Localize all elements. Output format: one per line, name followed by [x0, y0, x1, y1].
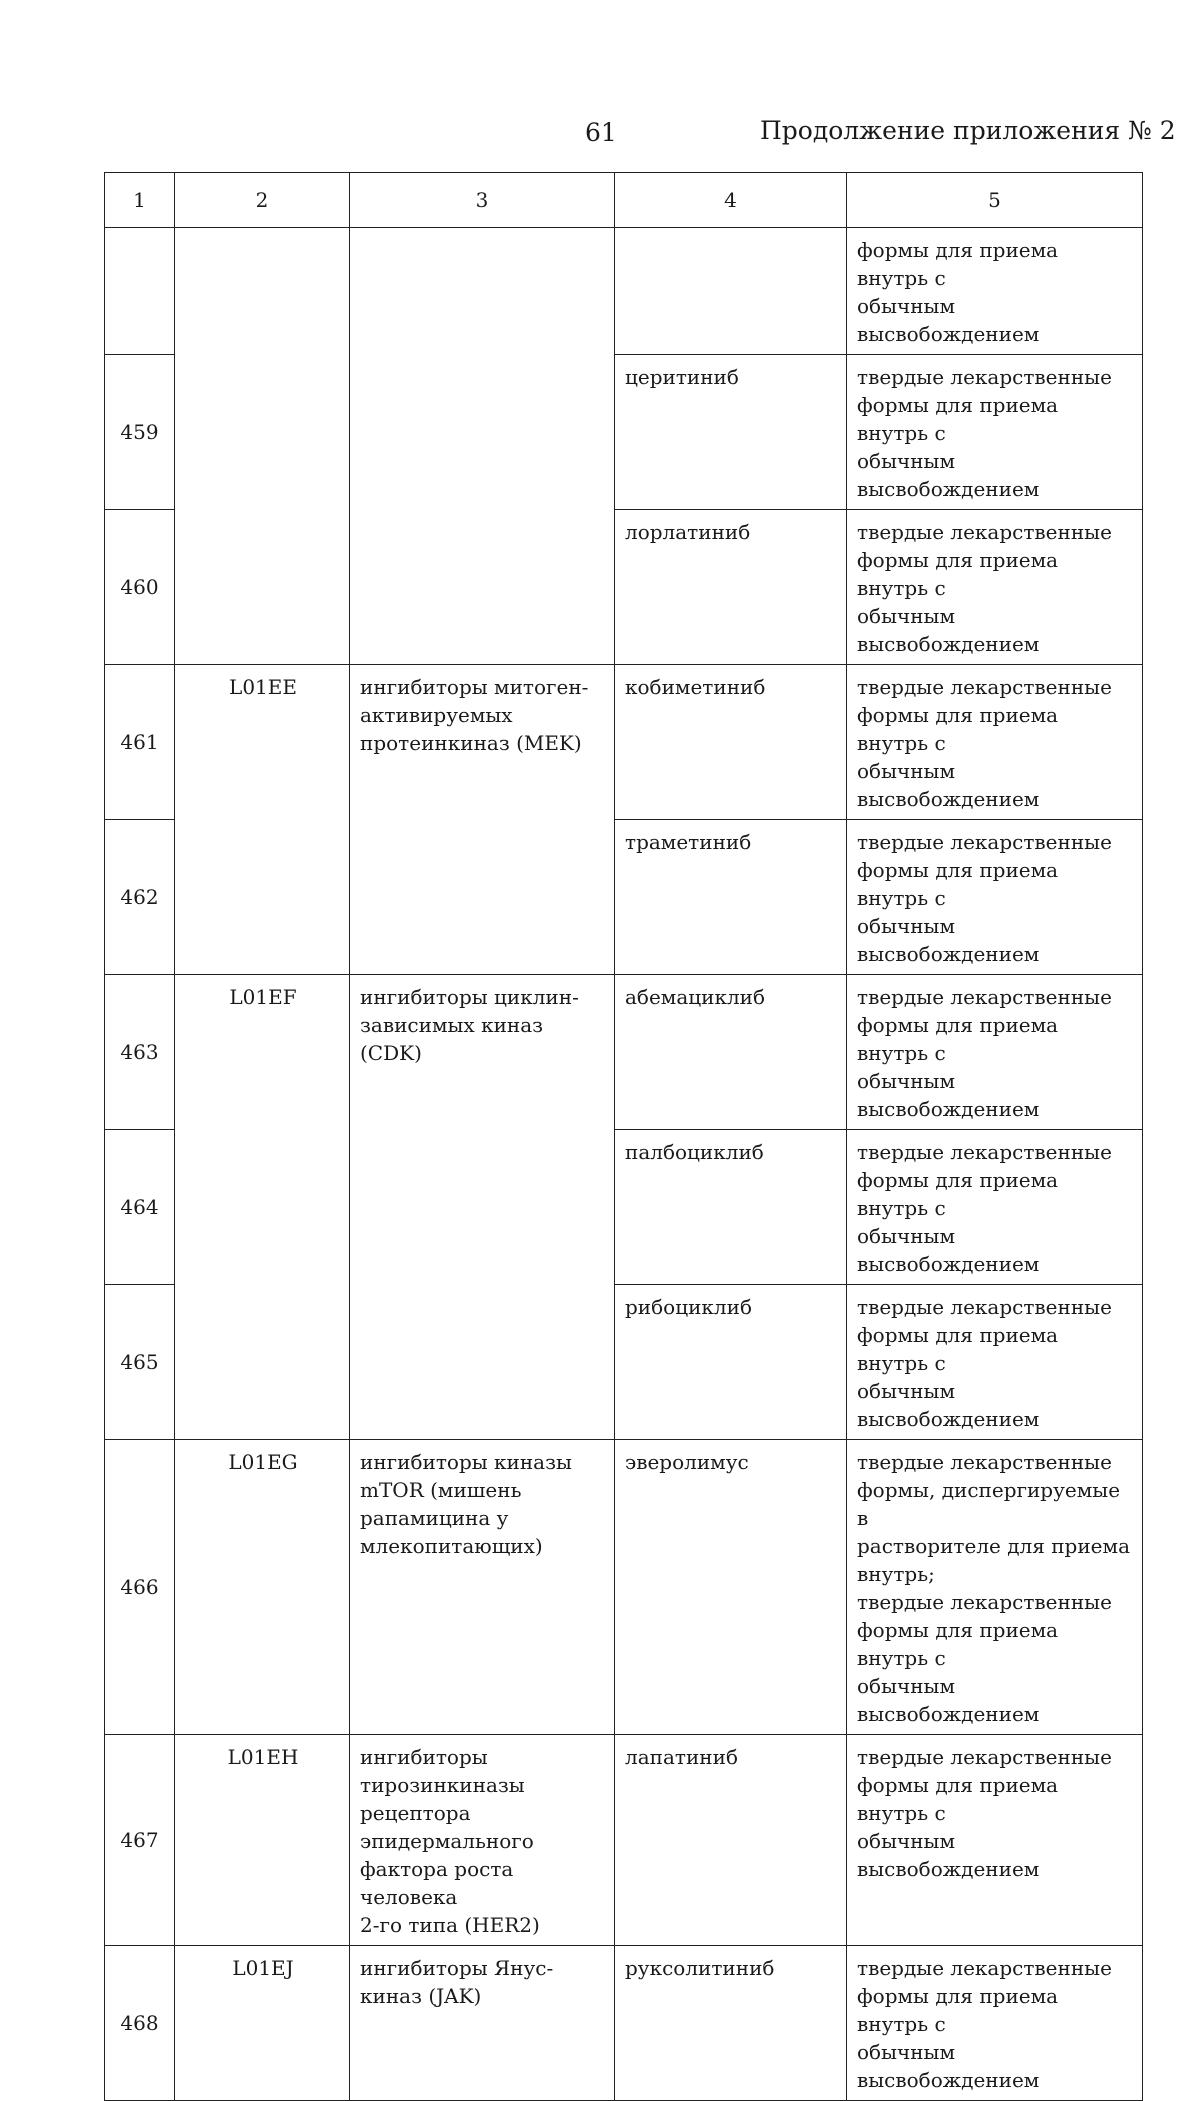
table-row-continuation — [105, 228, 1143, 355]
atc-code-cell: L01EG — [175, 1440, 350, 1735]
group-name-cell: ингибиторы циклин- зависимых киназ (CDK) — [350, 975, 615, 1440]
column-header-row — [105, 173, 1143, 228]
row-number-cell — [105, 228, 175, 355]
drug-table — [104, 172, 1143, 2101]
page-number: 61 — [585, 118, 617, 147]
drug-name-cell: траметиниб — [615, 820, 847, 975]
group-name-cell: ингибиторы тирозинкиназы рецептора эпидермального фактора роста человека 2-го типа (HER2) — [350, 1735, 615, 1946]
dosage-form-cell: твердые лекарственные формы для приема внутрь с обычным высвобождением — [847, 820, 1143, 975]
drug-table-container — [104, 172, 1142, 2101]
row-number-cell: 460 — [105, 510, 175, 665]
column-header-4: 4 — [615, 173, 847, 228]
atc-code-cell: L01EJ — [175, 1946, 350, 2101]
row-number-cell: 467 — [105, 1735, 175, 1946]
group-name-cell: ингибиторы Янус- киназ (JAK) — [350, 1946, 615, 2101]
drug-name-cell: эверолимус — [615, 1440, 847, 1735]
drug-name-cell: лорлатиниб — [615, 510, 847, 665]
dosage-form-cell: твердые лекарственные формы для приема внутрь с обычным высвобождением — [847, 1130, 1143, 1285]
dosage-form-cell: твердые лекарственные формы для приема внутрь с обычным высвобождением — [847, 1285, 1143, 1440]
dosage-form-cell: твердые лекарственные формы для приема внутрь с обычным высвобождением — [847, 510, 1143, 665]
table-row — [105, 1735, 1143, 1946]
drug-name-cell: кобиметиниб — [615, 665, 847, 820]
group-name-cell — [350, 228, 615, 665]
drug-name-cell: абемациклиб — [615, 975, 847, 1130]
table-row — [105, 975, 1143, 1130]
dosage-form-cell: твердые лекарственные формы для приема внутрь с обычным высвобождением — [847, 1735, 1143, 1946]
dosage-form-cell: твердые лекарственные формы, диспергируемые в растворителе для приема внутрь; твердые лекарственные формы для приема внутрь с обычным высвобождением — [847, 1440, 1143, 1735]
dosage-form-cell: твердые лекарственные формы для приема внутрь с обычным высвобождением — [847, 355, 1143, 510]
group-name-cell: ингибиторы митоген- активируемых протеинкиназ (MEK) — [350, 665, 615, 975]
row-number-cell: 463 — [105, 975, 175, 1130]
table-row — [105, 1946, 1143, 2101]
row-number-cell: 461 — [105, 665, 175, 820]
atc-code-cell: L01EE — [175, 665, 350, 975]
drug-name-cell: лапатиниб — [615, 1735, 847, 1946]
table-row — [105, 665, 1143, 820]
page-heading: Продолжение приложения № 2 — [760, 116, 1176, 145]
drug-name-cell: руксолитиниб — [615, 1946, 847, 2101]
atc-code-cell — [175, 228, 350, 665]
row-number-cell: 459 — [105, 355, 175, 510]
drug-name-cell: церитиниб — [615, 355, 847, 510]
atc-code-cell: L01EH — [175, 1735, 350, 1946]
column-header-2: 2 — [175, 173, 350, 228]
dosage-form-cell: твердые лекарственные формы для приема внутрь с обычным высвобождением — [847, 665, 1143, 820]
column-header-3: 3 — [350, 173, 615, 228]
drug-name-cell — [615, 228, 847, 355]
dosage-form-cell: формы для приема внутрь с обычным высвобождением — [847, 228, 1143, 355]
drug-name-cell: палбоциклиб — [615, 1130, 847, 1285]
drug-name-cell: рибоциклиб — [615, 1285, 847, 1440]
atc-code-cell: L01EF — [175, 975, 350, 1440]
column-header-5: 5 — [847, 173, 1143, 228]
row-number-cell: 462 — [105, 820, 175, 975]
dosage-form-cell: твердые лекарственные формы для приема внутрь с обычным высвобождением — [847, 1946, 1143, 2101]
dosage-form-cell: твердые лекарственные формы для приема внутрь с обычным высвобождением — [847, 975, 1143, 1130]
column-header-1: 1 — [105, 173, 175, 228]
row-number-cell: 466 — [105, 1440, 175, 1735]
row-number-cell: 464 — [105, 1130, 175, 1285]
group-name-cell: ингибиторы киназы mTOR (мишень рапамицина у млекопитающих) — [350, 1440, 615, 1735]
table-row — [105, 1440, 1143, 1735]
row-number-cell: 468 — [105, 1946, 175, 2101]
row-number-cell: 465 — [105, 1285, 175, 1440]
